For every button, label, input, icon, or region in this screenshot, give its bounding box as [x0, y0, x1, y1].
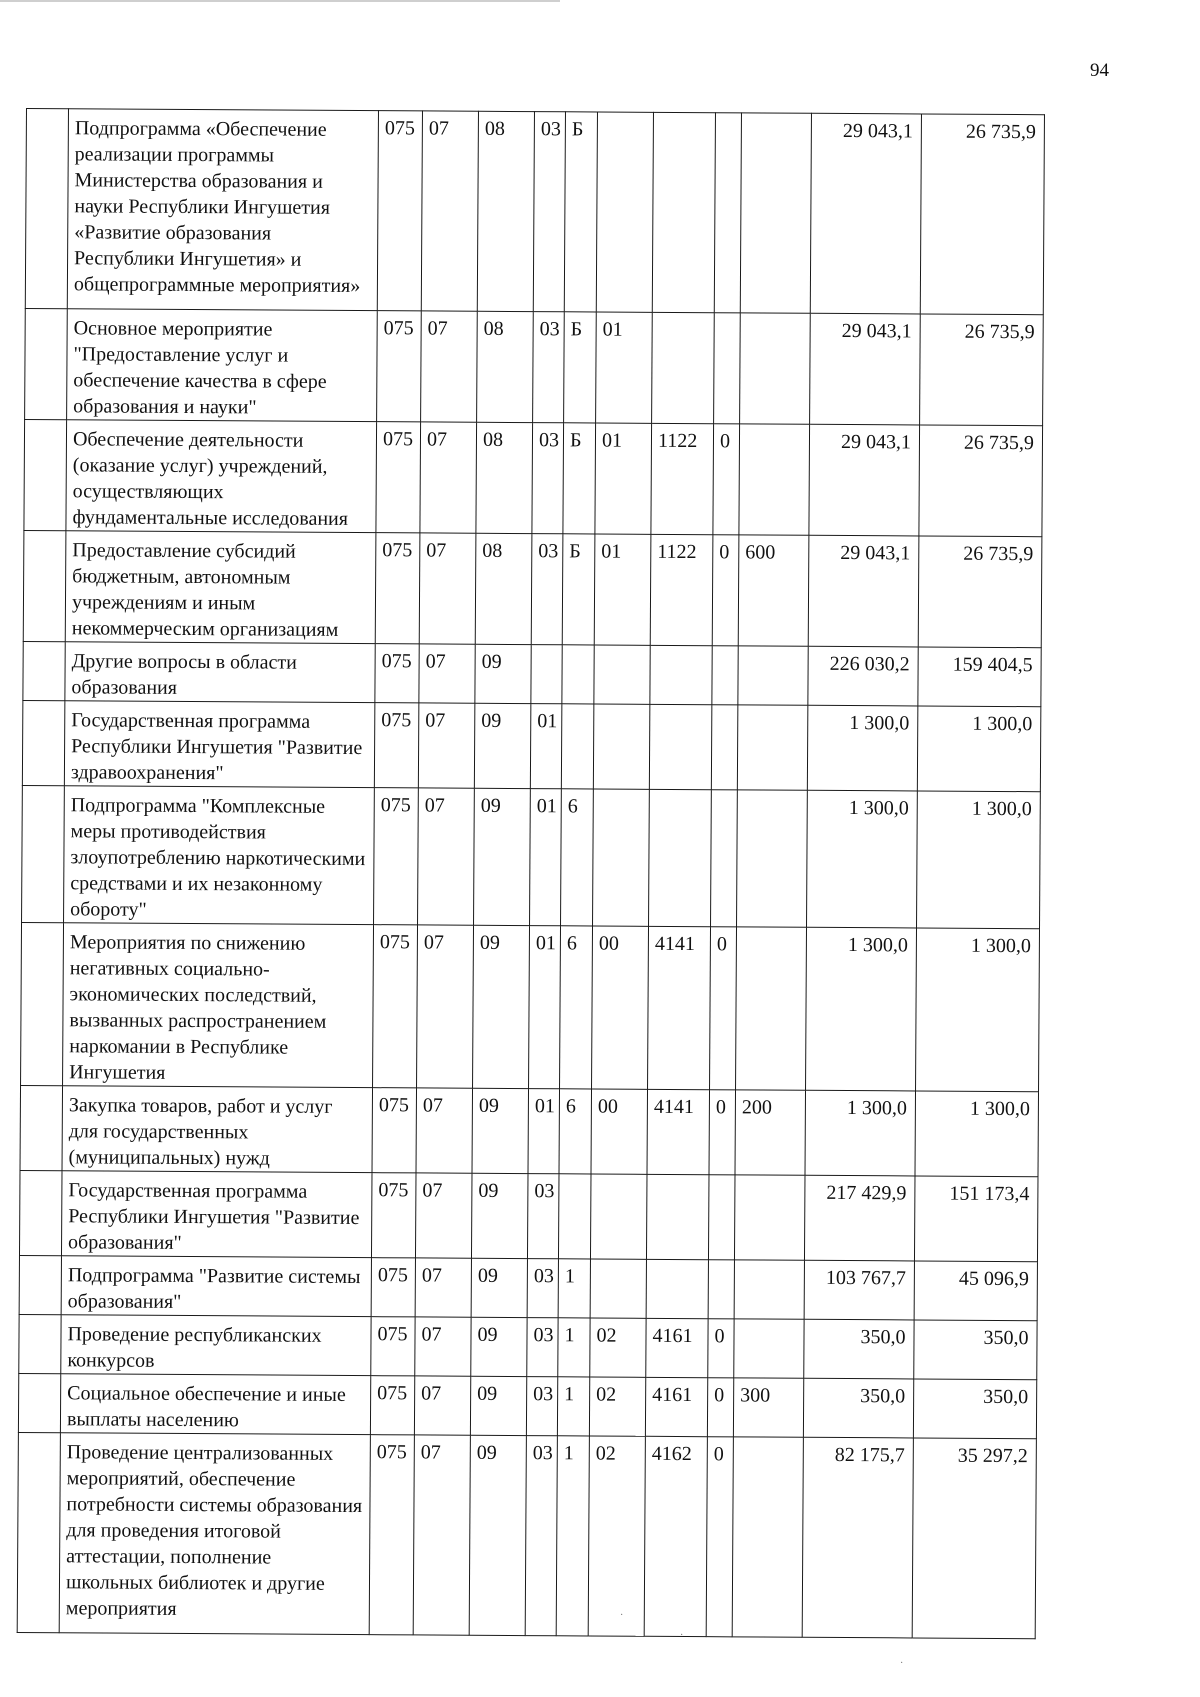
section-code-cell: 07: [420, 422, 477, 533]
table-row: [22, 785, 1041, 928]
amount-plan-cell: 1 300,0: [806, 927, 917, 1091]
subsection-code-cell: 09: [471, 1317, 527, 1376]
ministry-code-cell: 075: [374, 788, 419, 925]
table-row: [23, 641, 1041, 706]
direction-code-cell: [649, 789, 712, 926]
activity-code-cell: 02: [590, 1318, 646, 1377]
expense-type-code-cell: [734, 1175, 805, 1260]
row-marker-cell: [25, 308, 68, 419]
table-row: [22, 700, 1041, 791]
item-name-cell: Обеспечение деятельности (оказание услуг) учреждений, осуществляющих фундаментальные исследования: [66, 420, 377, 533]
subprogram-code-cell: [562, 645, 594, 704]
activity-code-cell: [593, 704, 650, 789]
expense-type-code-cell: [739, 424, 810, 535]
direction-code-cell: [650, 645, 712, 704]
row-marker-cell: [21, 922, 64, 1085]
section-code-cell: 07: [419, 533, 476, 644]
subsection-code-cell: 09: [474, 788, 531, 925]
item-name-cell: Подпрограмма «Обеспечение реализации программы Министерства образования и науки Республики Ингушетия «Развитие образования Республики Ингушетия» и общепрограммные мероприятия»: [67, 109, 378, 311]
row-marker-cell: [23, 530, 66, 641]
subsection-code-cell: 09: [474, 703, 531, 788]
subsection-code-cell: 08: [477, 111, 534, 311]
activity-code-cell: 02: [589, 1377, 645, 1436]
activity-code-cell: 01: [594, 534, 651, 645]
item-name-cell: Государственная программа Республики Ингушетия "Развитие здравоохранения": [64, 701, 375, 788]
expense-type-code-cell: [737, 705, 808, 790]
ministry-code-cell: 075: [375, 533, 420, 644]
subprogram-code-cell: 1: [558, 1259, 590, 1318]
program-code-cell: 03: [527, 1259, 558, 1318]
section-code-cell: 07: [421, 111, 478, 311]
subprogram-code-cell: 1: [557, 1377, 589, 1436]
expense-type-code-cell: [738, 646, 808, 705]
amount-plan-cell: 350,0: [803, 1378, 913, 1438]
row-marker-cell: [25, 109, 68, 309]
subdirection-code-cell: [708, 1175, 735, 1260]
ministry-code-cell: 075: [371, 1173, 416, 1258]
expense-type-code-cell: [740, 113, 811, 313]
budget-table: [17, 108, 1045, 1639]
section-code-cell: 07: [413, 1435, 470, 1635]
direction-code-cell: 4141: [647, 1089, 710, 1174]
activity-code-cell: 02: [588, 1436, 645, 1636]
expense-type-code-cell: 300: [733, 1378, 803, 1437]
item-name-cell: Основное мероприятие "Предоставление услуг и обеспечение качества в сфере образования и науки": [67, 309, 378, 422]
item-name-cell: Мероприятия по снижению негативных социально-экономических последствий, вызванных распространением наркомании в Республике Ингушетия: [63, 923, 374, 1088]
amount-plan-cell: 1 300,0: [805, 1090, 916, 1176]
amount-actual-cell: 350,0: [914, 1320, 1037, 1380]
amount-plan-cell: 29 043,1: [810, 313, 921, 425]
amount-actual-cell: 35 297,2: [912, 1438, 1036, 1639]
section-code-cell: 07: [419, 644, 475, 703]
amount-plan-cell: 29 043,1: [810, 113, 921, 314]
activity-code-cell: [594, 645, 650, 704]
direction-code-cell: 1122: [651, 423, 714, 534]
program-code-cell: 03: [527, 1318, 558, 1377]
subdirection-code-cell: [711, 705, 738, 790]
direction-code-cell: [652, 312, 715, 423]
table-row: [25, 308, 1044, 425]
expense-type-code-cell: [740, 313, 811, 424]
amount-actual-cell: 159 404,5: [918, 647, 1041, 707]
program-code-cell: 01: [529, 926, 561, 1089]
expense-type-code-cell: 600: [738, 535, 809, 646]
subdirection-code-cell: 0: [709, 1090, 736, 1175]
scan-speck: ·: [680, 1630, 684, 1641]
subdirection-code-cell: [714, 313, 741, 424]
subdirection-code-cell: [708, 1260, 734, 1319]
subprogram-code-cell: 6: [560, 926, 593, 1089]
amount-actual-cell: 151 173,4: [914, 1176, 1038, 1262]
section-code-cell: 07: [418, 788, 475, 925]
program-code-cell: 01: [530, 789, 562, 926]
expense-type-code-cell: [732, 1437, 803, 1637]
activity-code-cell: 01: [595, 423, 652, 534]
direction-code-cell: [646, 1174, 709, 1259]
subsection-code-cell: 09: [475, 644, 531, 703]
direction-code-cell: 1122: [650, 534, 713, 645]
ministry-code-cell: 075: [370, 1376, 414, 1435]
table-row: [23, 530, 1042, 647]
ministry-code-cell: 075: [375, 644, 419, 703]
subprogram-code-cell: [561, 704, 594, 789]
ministry-code-cell: 075: [369, 1435, 414, 1635]
direction-code-cell: 4141: [648, 926, 711, 1089]
subsection-code-cell: 09: [471, 1173, 528, 1258]
row-marker-cell: [17, 1432, 60, 1632]
ministry-code-cell: 075: [376, 422, 421, 533]
table-row: [17, 1432, 1036, 1638]
row-marker-cell: [19, 1170, 62, 1255]
amount-plan-cell: 1 300,0: [807, 790, 918, 928]
activity-code-cell: 00: [591, 1089, 648, 1174]
amount-actual-cell: 1 300,0: [917, 706, 1041, 792]
subsection-code-cell: 08: [477, 311, 534, 422]
row-marker-cell: [23, 641, 65, 700]
program-code-cell: 03: [526, 1377, 557, 1436]
row-marker-cell: [19, 1314, 61, 1373]
amount-plan-cell: 350,0: [804, 1319, 914, 1379]
item-name-cell: Закупка товаров, работ и услуг для государственных (муниципальных) нужд: [62, 1086, 373, 1173]
subsection-code-cell: 09: [469, 1435, 526, 1635]
subdirection-code-cell: [711, 790, 738, 927]
table-row: [19, 1255, 1037, 1320]
table-row: [19, 1170, 1038, 1261]
item-name-cell: Государственная программа Республики Ингушетия "Развитие образования": [61, 1171, 372, 1258]
item-name-cell: Проведение республиканских конкурсов: [61, 1315, 371, 1376]
activity-code-cell: 00: [592, 926, 649, 1089]
subprogram-code-cell: Б: [564, 112, 597, 312]
table-row: [18, 1373, 1036, 1438]
ministry-code-cell: 075: [377, 111, 422, 311]
table-row: [21, 922, 1040, 1091]
direction-code-cell: 4161: [646, 1318, 708, 1377]
row-marker-cell: [22, 700, 65, 785]
expense-type-code-cell: [736, 927, 807, 1090]
subdirection-code-cell: 0: [706, 1437, 733, 1637]
direction-code-cell: 4161: [645, 1377, 707, 1436]
activity-code-cell: [593, 789, 650, 926]
table-row: [25, 109, 1044, 315]
subdirection-code-cell: 0: [707, 1378, 733, 1437]
subdirection-code-cell: 0: [713, 424, 740, 535]
program-code-cell: 03: [525, 1436, 557, 1636]
section-code-cell: 07: [415, 1258, 471, 1317]
subprogram-code-cell: Б: [563, 423, 596, 534]
expense-type-code-cell: 200: [735, 1090, 806, 1175]
section-code-cell: 07: [415, 1173, 472, 1258]
direction-code-cell: [646, 1259, 708, 1318]
activity-code-cell: 01: [596, 312, 653, 423]
section-code-cell: 07: [416, 1088, 473, 1173]
amount-plan-cell: 226 030,2: [808, 646, 918, 706]
subprogram-code-cell: Б: [564, 312, 597, 423]
page-number: 94: [1090, 60, 1109, 81]
program-code-cell: [531, 645, 562, 704]
subprogram-code-cell: [558, 1174, 591, 1259]
direction-code-cell: [649, 704, 712, 789]
amount-plan-cell: 29 043,1: [809, 424, 920, 536]
subsection-code-cell: 08: [476, 422, 533, 533]
amount-actual-cell: 350,0: [913, 1379, 1036, 1439]
activity-code-cell: [596, 112, 653, 312]
row-marker-cell: [19, 1255, 61, 1314]
program-code-cell: 01: [530, 704, 562, 789]
section-code-cell: 07: [414, 1376, 470, 1435]
ministry-code-cell: 075: [371, 1258, 415, 1317]
subprogram-code-cell: 6: [561, 789, 594, 926]
subdirection-code-cell: 0: [710, 927, 737, 1090]
expense-type-code-cell: [737, 790, 808, 927]
section-code-cell: 07: [415, 1317, 471, 1376]
subprogram-code-cell: 6: [559, 1089, 592, 1174]
amount-plan-cell: 103 767,7: [804, 1260, 914, 1320]
section-code-cell: 07: [418, 703, 475, 788]
ministry-code-cell: 075: [372, 1088, 417, 1173]
amount-actual-cell: 26 735,9: [920, 114, 1044, 315]
row-marker-cell: [18, 1373, 60, 1432]
expense-type-code-cell: [734, 1319, 804, 1378]
subprogram-code-cell: Б: [562, 534, 595, 645]
ministry-code-cell: 075: [371, 1317, 415, 1376]
amount-actual-cell: 26 735,9: [920, 314, 1044, 426]
subsection-code-cell: 09: [472, 1088, 529, 1173]
activity-code-cell: [590, 1174, 647, 1259]
table-row: [20, 1085, 1039, 1176]
item-name-cell: Проведение централизованных мероприятий, обеспечение потребности системы образования для проведения итоговой аттестации, пополнение школьных библиотек и другие мероприятия: [59, 1433, 370, 1635]
amount-actual-cell: 26 735,9: [919, 425, 1043, 537]
section-code-cell: 07: [421, 311, 478, 422]
program-code-cell: 03: [533, 312, 565, 423]
row-marker-cell: [22, 785, 65, 922]
row-marker-cell: [20, 1085, 63, 1170]
row-marker-cell: [24, 419, 67, 530]
subdirection-code-cell: 0: [708, 1319, 734, 1378]
subdirection-code-cell: [712, 646, 738, 705]
program-code-cell: 03: [532, 423, 564, 534]
section-code-cell: 07: [417, 925, 474, 1088]
item-name-cell: Подпрограмма "Комплексные меры противодействия злоупотреблению наркотическими средствами и их незаконному обороту": [64, 786, 375, 925]
amount-plan-cell: 82 175,7: [802, 1437, 913, 1638]
amount-actual-cell: 1 300,0: [917, 791, 1041, 929]
table-row: [19, 1314, 1037, 1379]
amount-actual-cell: 45 096,9: [914, 1261, 1037, 1321]
item-name-cell: Предоставление субсидий бюджетным, автономным учреждениям и иным некоммерческим организациям: [65, 531, 376, 644]
direction-code-cell: [652, 112, 715, 312]
program-code-cell: 03: [533, 112, 565, 312]
subdirection-code-cell: [714, 113, 741, 313]
subsection-code-cell: 09: [471, 1258, 527, 1317]
item-name-cell: Другие вопросы в области образования: [65, 642, 375, 703]
scan-speck: ·: [620, 1610, 624, 1621]
program-code-cell: 01: [528, 1089, 560, 1174]
activity-code-cell: [590, 1259, 646, 1318]
item-name-cell: Подпрограмма "Развитие системы образования": [61, 1256, 371, 1317]
amount-actual-cell: 1 300,0: [915, 1091, 1039, 1177]
amount-actual-cell: 26 735,9: [918, 536, 1042, 648]
direction-code-cell: 4162: [644, 1436, 707, 1636]
amount-plan-cell: 29 043,1: [808, 535, 919, 647]
subsection-code-cell: 08: [475, 533, 532, 644]
subdirection-code-cell: 0: [712, 535, 739, 646]
subprogram-code-cell: 1: [556, 1436, 589, 1636]
ministry-code-cell: 075: [373, 925, 418, 1088]
table-body: [17, 109, 1044, 1639]
amount-actual-cell: 1 300,0: [916, 928, 1040, 1092]
expense-type-code-cell: [734, 1260, 804, 1319]
subsection-code-cell: 09: [470, 1376, 526, 1435]
amount-plan-cell: 217 429,9: [804, 1175, 915, 1261]
scan-edge-line: [0, 0, 560, 2]
program-code-cell: 03: [527, 1174, 559, 1259]
program-code-cell: 03: [531, 534, 563, 645]
subprogram-code-cell: 1: [558, 1318, 590, 1377]
ministry-code-cell: 075: [377, 311, 422, 422]
subsection-code-cell: 09: [473, 925, 530, 1088]
table-row: [24, 419, 1043, 536]
item-name-cell: Социальное обеспечение и иные выплаты населению: [60, 1374, 370, 1435]
ministry-code-cell: 075: [374, 703, 419, 788]
scan-speck: ·: [900, 1658, 904, 1669]
amount-plan-cell: 1 300,0: [807, 705, 918, 791]
